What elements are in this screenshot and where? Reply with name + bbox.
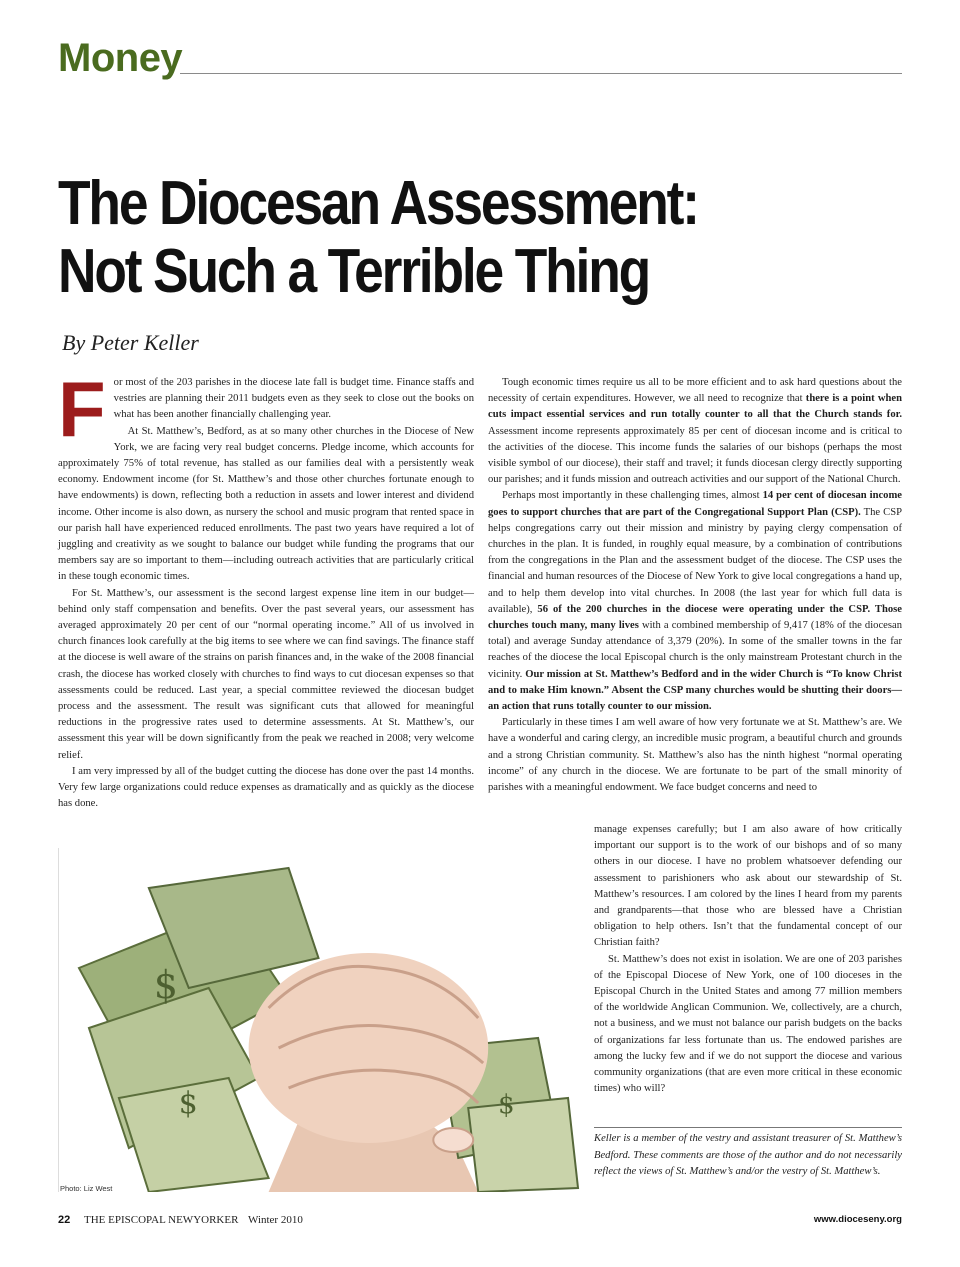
- paragraph: Particularly in these times I am well aware of how very fortunate we at St. Matthew’s are. We have a wonderful and caring clergy, an incredible music program, a beautiful church and grounds and a strong Christian community. St. Matthew’s also has the ninth highest “normal operating income” of any church in the diocese. We are fortunate to be part of the small minority of parishes with a meaningful endowment. We face budget concerns and need to: [488, 717, 902, 794]
- bio-rule: [594, 1127, 902, 1128]
- bold-run: there is a point when cuts impact essential services and run totally counter to all that the Church stands for.: [488, 393, 902, 421]
- text-run: with a combined membership of 9,417 (18% of the diocesan total) and average Sunday attendance of 3,379 (20%). In some of the smaller towns in the far reaches of the diocese the local Episcopal church is the only mainstream Protestant church in the vicinity.: [488, 620, 902, 680]
- article-column-left: [58, 365, 474, 812]
- paragraph: At St. Matthew’s, Bedford, as at so many other churches in the Diocese of New York, we are facing very real budget concerns. Pledge income, which accounts for approximately 75% of total revenue, has stalled as our families deal with a persistently weak economy. Endowment income (for St. Matthew’s and those other churches fortunate enough to have endowments) is down, reflecting both a reduction in assets and lower interest and dividend income. Other income is also down, as nursery the school and music program that rented space in our parish hall have experienced reduced enrollments. The past two years have required a lot of juggling and creativity as we sought to balance our budget while funding the programs that our members say are so important to them—including outreach activities that are particularly critical in these tough economic times.: [58, 425, 474, 583]
- bold-run: Our mission at St. Matthew’s Bedford and in the wider Church is “To know Christ and to make Him known.” Absent the CSP many churches would be shutting their doors—an action that runs totally counter to our mission.: [488, 668, 902, 713]
- text-run: Tough economic times require us all to be more efficient and to ask hard questions about the necessity of certain expenditures. However, we all need to recognize that: [488, 377, 902, 405]
- paragraph: I am very impressed by all of the budget cutting the diocese has done over the past 14 months. Very few large organizations could reduce expenses as dramatically and as quickly as the diocese has done.: [58, 765, 474, 810]
- money-fist-illustration: [59, 848, 586, 1192]
- article-column-right: [488, 375, 902, 796]
- svg-text:$: $: [178, 1085, 198, 1122]
- photo-credit: Photo: Liz West: [60, 1184, 113, 1193]
- bold-run: 56 of the 200 churches in the diocese were operating under the CSP. Those churches touch many, many lives: [488, 603, 902, 632]
- svg-text:$: $: [153, 962, 178, 1008]
- headline-line-2: Not Such a Terrible Thing: [58, 237, 650, 306]
- drop-cap: F: [58, 365, 106, 453]
- text-run: Perhaps most importantly in these challenging times, almost: [502, 490, 763, 502]
- byline: By Peter Keller: [62, 330, 199, 355]
- paragraph: or most of the 203 parishes in the diocese late fall is budget time. Finance staffs and vestries are planning their 2011 budgets even as they seek to close out the books on what has been another financially challenging year.: [113, 377, 474, 421]
- text-run: Assessment income represents approximately 85 per cent of diocesan income and is critical to the activities of the diocese. This income funds the salaries of our bishops (perhaps the most visible symbol of our diocese), their staff and travel; it funds diocesan clergy directly supporting our parishes; and it funds mission and outreach activities and our support of the National Church.: [488, 425, 902, 486]
- paragraph: [488, 488, 902, 715]
- paragraph: St. Matthew’s does not exist in isolation. We are one of 203 parishes of the Episcopal Diocese of New York, one of 100 dioceses in the Episcopal Church in the United States and among 77 million members of the worldwide Anglican Communion. We, collectively, are a church, not a business, and we must not balance our parish budgets on the backs of organizations far less fortunate than us. The endowed parishes are among the lucky few and if we do not support the diocese and various community organizations (that are even more critical in these economic times) who will?: [594, 953, 902, 1095]
- section-rule: [180, 73, 902, 74]
- text-run: The CSP helps congregations carry out their mission and ministry by paying clergy compensation of churches in the plan. It is funded, in roughly equal measure, by a combination of contributions from the congregations in the Plan and the assessment budget of the diocese. The CSP uses the financial and human resources of the Diocese of New York to give local congregations a hand up, and to help them develop into vital churches. In 2008 (the last year for which full data is available),: [488, 506, 902, 615]
- page-number: 22: [58, 1214, 71, 1226]
- svg-text:$: $: [498, 1089, 515, 1121]
- author-bio: Keller is a member of the vestry and assistant treasurer of St. Matthew’s Bedford. These comments are those of the author and do not necessarily reflect the views of St. Matthew’s and/or the vestry of St. Matthew’s.: [594, 1133, 902, 1177]
- paragraph: manage expenses carefully; but I am also aware of how critically important our support is to the work of our bishops and of so many others in our diocese. I have no problem whatsoever defending our assessment to parishioners who ask about our stewardship of St. Matthew’s resources. I am colored by the lines I heard from my parents and grandparents—that those who are blessed have a Christian obligation to help others. Isn’t that the fundamental concept of our Christian faith?: [594, 824, 902, 949]
- publication-name: THE EPISCOPAL NEWYORKER: [84, 1214, 239, 1226]
- article-photo: [58, 848, 586, 1192]
- paragraph: [488, 375, 902, 488]
- headline: [58, 170, 798, 306]
- headline-line-1: The Diocesan Assessment:: [58, 169, 698, 238]
- section-label: Money: [58, 36, 183, 80]
- article-column-right-continued: [594, 822, 902, 1097]
- website-url: www.dioceseny.org: [813, 1214, 902, 1225]
- issue-date: Winter 2010: [248, 1214, 303, 1226]
- paragraph: For St. Matthew’s, our assessment is the second largest expense line item in our budget—behind only staff compensation and benefits. Over the past several years, our assessment has averaged approximately 20 per cent of our “normal operating income.” All of us involved in church finances look carefully at the big items to see where we can find savings. The finance staff at the diocese is well aware of the strains on parish finances and, in the wake of the 2008 financial crash, the diocese has worked closely with churches to find ways to cut diocesan expenses so that assessments could be reduced. Last year, a special committee reviewed the diocesan budget process and the assessment. The result was significant cuts that allowed for meaningful reductions in the progressive rates used to determine assessments. At St. Matthew’s, our assessment this year will be down significantly from the peak we reached in 2008; very welcome relief.: [58, 587, 474, 761]
- bold-run: 14 per cent of diocesan income goes to support churches that are part of the Congregational Support Plan (CSP).: [488, 490, 903, 518]
